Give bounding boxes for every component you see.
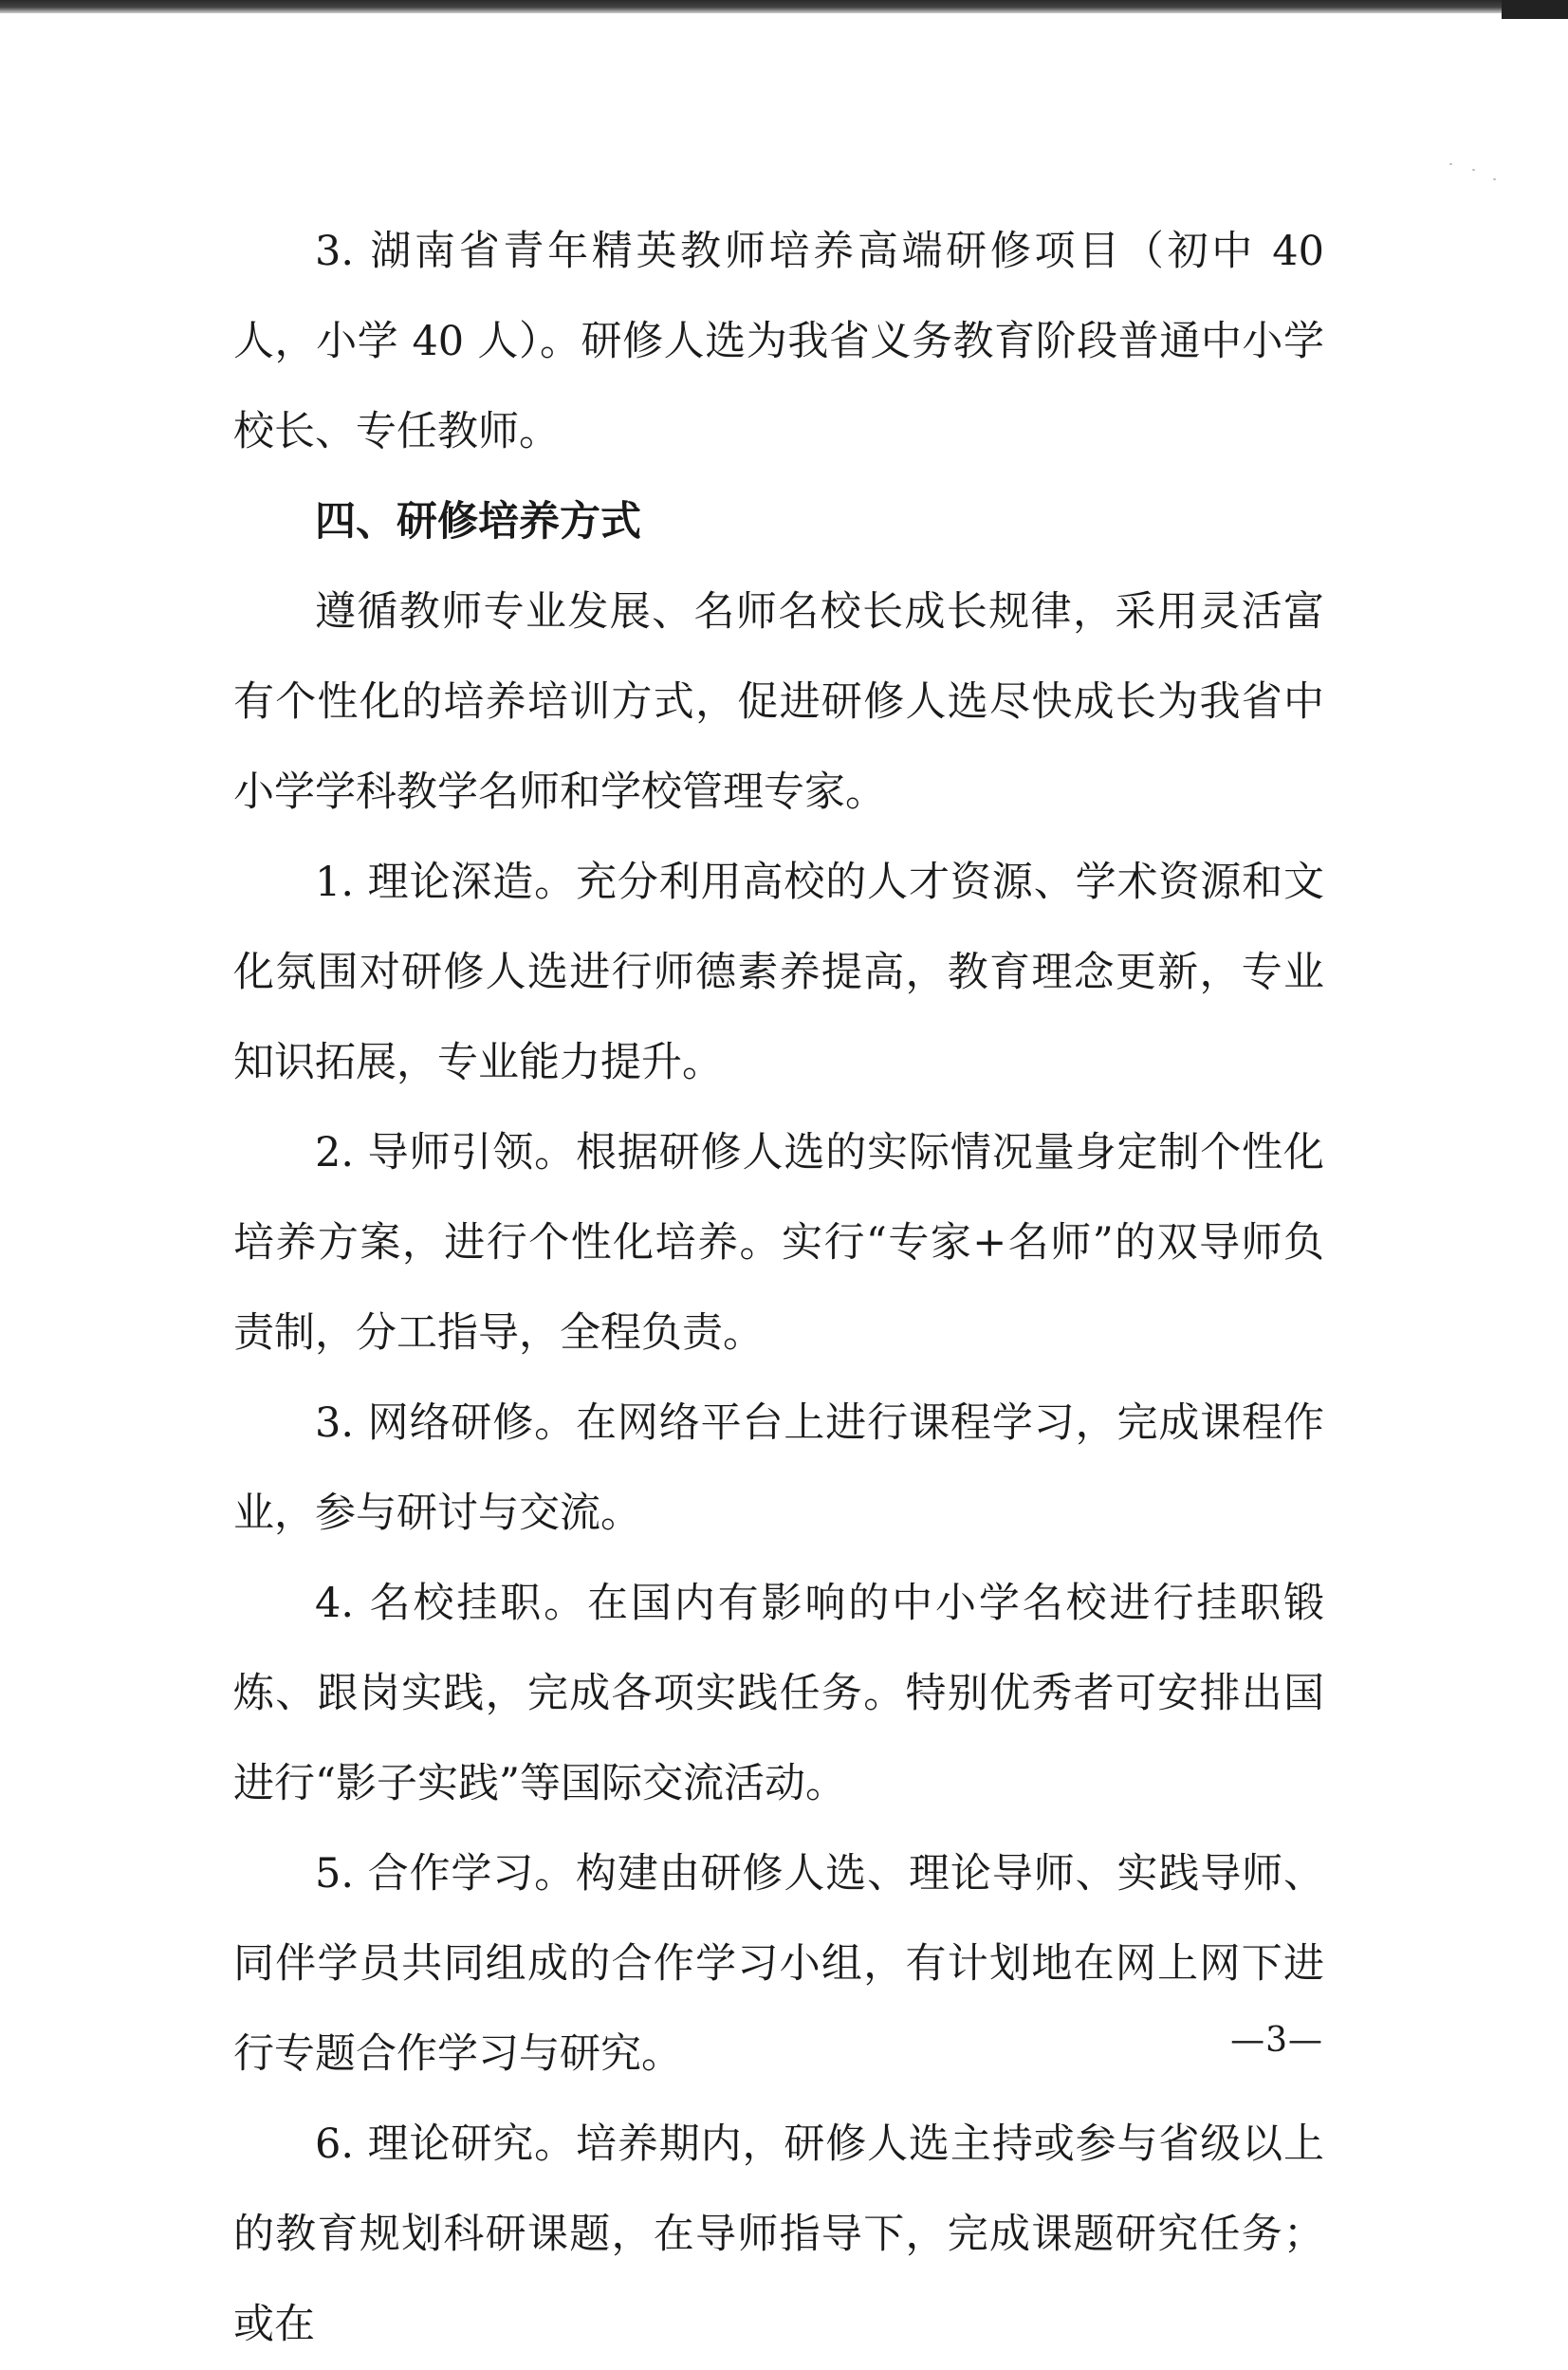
scan-speck bbox=[1493, 178, 1496, 180]
page-number: —3— bbox=[1230, 2021, 1323, 2060]
document-body bbox=[233, 207, 1324, 2370]
method-4-paragraph: 4. 名校挂职。在国内有影响的中小学名校进行挂职锻炼、跟岗实践，完成各项实践任务。特别优秀者可安排出国进行“影子实践”等国际交流活动。 bbox=[233, 1580, 1324, 1807]
method-2-paragraph: 2. 导师引领。根据研修人选的实际情况量身定制个性化培养方案，进行个性化培养。实行“专家+名师”的双导师负责制，分工指导，全程负责。 bbox=[233, 1129, 1324, 1357]
scan-speck bbox=[1472, 169, 1475, 171]
section-heading: 四、研修培养方式 bbox=[315, 498, 641, 546]
method-6-paragraph: 6. 理论研究。培养期内，研修人选主持或参与省级以上的教育规划科研课题，在导师指导下，完成课题研究任务；或在 bbox=[233, 2120, 1324, 2348]
intro-paragraph: 遵循教师专业发展、名师名校长成长规律，采用灵活富有个性化的培养培训方式，促进研修人选尽快成长为我省中小学学科教学名师和学校管理专家。 bbox=[233, 588, 1324, 816]
scan-speck bbox=[1449, 163, 1452, 165]
scan-corner-mark bbox=[1502, 0, 1568, 19]
item-3-paragraph: 3. 湖南省青年精英教师培养高端研修项目（初中 40 人，小学 40 人）。研修人选为我省义务教育阶段普通中小学校长、专任教师。 bbox=[233, 228, 1324, 455]
method-3-paragraph: 3. 网络研修。在网络平台上进行课程学习，完成课程作业，参与研讨与交流。 bbox=[233, 1399, 1324, 1537]
method-5-paragraph: 5. 合作学习。构建由研修人选、理论导师、实践导师、同伴学员共同组成的合作学习小组，有计划地在网上网下进行专题合作学习与研究。 bbox=[233, 1850, 1324, 2078]
scan-top-edge bbox=[0, 0, 1568, 13]
method-1-paragraph: 1. 理论深造。充分利用高校的人才资源、学术资源和文化氛围对研修人选进行师德素养提高，教育理念更新，专业知识拓展，专业能力提升。 bbox=[233, 859, 1324, 1086]
